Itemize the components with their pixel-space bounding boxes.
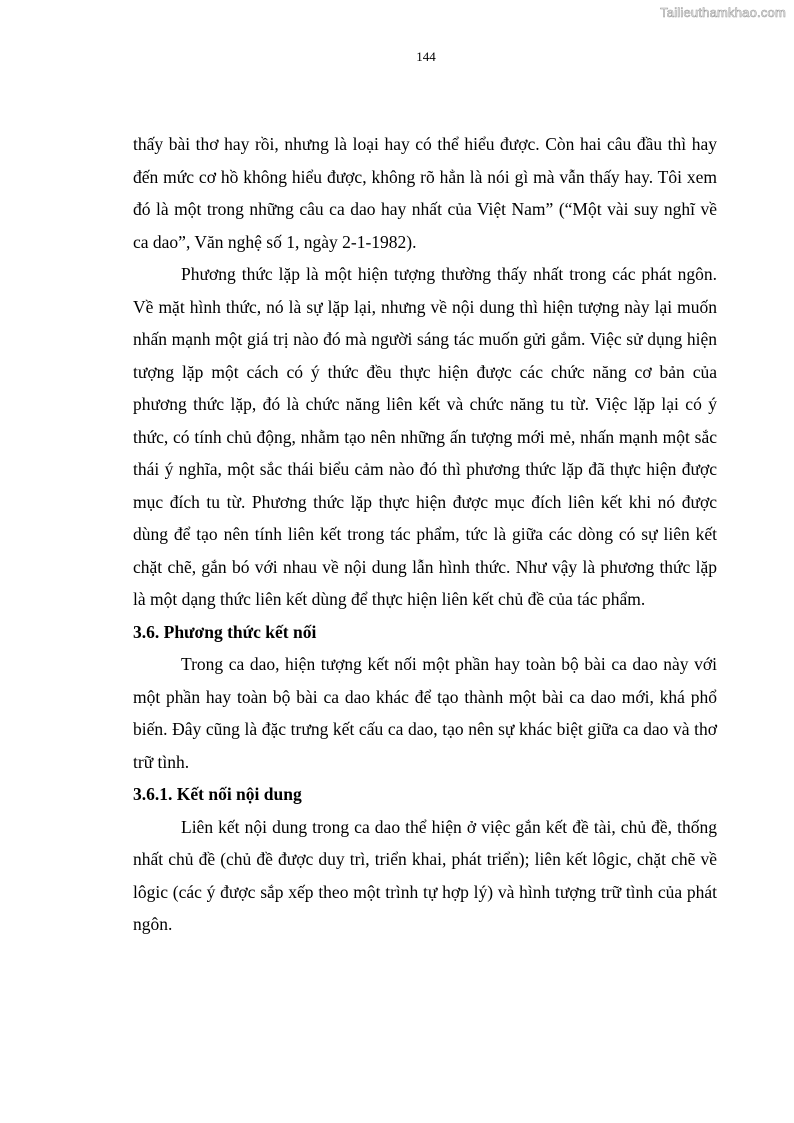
paragraph-repetition-method: Phương thức lặp là một hiện tượng thường thấy nhất trong các phát ngôn. Về mặt hình thức, nó là sự lặp lại, nhưng về nội dung thì hiện tượng này lại muốn nhấn mạnh một giá trị nào đó mà người sáng tác muốn gửi gắm. Việc sử dụng hiện tượng lặp một cách có ý thức đều thực hiện được các chức năng cơ bản của phương thức lặp, đó là chức năng liên kết và chức năng tu từ. Việc lặp lại có ý thức, có tính chủ động, nhằm tạo nên những ấn tượng mới mẻ, nhấn mạnh một sắc thái ý nghĩa, một sắc thái biểu cảm nào đó thì phương thức lặp đã thực hiện được mục đích tu từ. Phương thức lặp thực hiện được mục đích liên kết khi nó được dùng để tạo nên tính liên kết trong tác phẩm, tức là giữa các dòng có sự liên kết chặt chẽ, gắn bó với nhau về nội dung lẫn hình thức. Như vậy là phương thức lặp là một dạng thức liên kết dùng để thực hiện liên kết chủ đề của tác phẩm.: [133, 264, 717, 609]
paragraph-content-connection: Liên kết nội dung trong ca dao thể hiện ở việc gắn kết đề tài, chủ đề, thống nhất chủ đề (chủ đề được duy trì, triển khai, phát triển); liên kết lôgic, chặt chẽ về lôgic (các ý được sắp xếp theo một trình tự hợp lý) và hình tượng trữ tình của phát ngôn.: [133, 816, 717, 934]
section-heading-3-6: 3.6. Phương thức kết nối: [133, 621, 317, 642]
document-body: [133, 128, 717, 941]
subsection-heading-3-6-1: 3.6.1. Kết nối nội dung: [133, 784, 302, 804]
watermark: Tailieuthamkhao.com: [660, 5, 786, 20]
page-number: 144: [416, 49, 436, 64]
paragraph-continuation: thấy bài thơ hay rồi, nhưng là loại hay có thể hiểu được. Còn hai câu đầu thì hay đến mức cơ hồ không hiểu được, không rõ hẳn là nói gì mà vẫn thấy hay. Tôi xem đó là một trong những câu ca dao hay nhất của Việt Nam” (“Một vài suy nghĩ về ca dao”, Văn nghệ số 1, ngày 2-1-1982).: [133, 134, 717, 252]
paragraph-connection-method: Trong ca dao, hiện tượng kết nối một phần hay toàn bộ bài ca dao này với một phần hay toàn bộ bài ca dao khác để tạo thành một bài ca dao mới, khá phổ biến. Đây cũng là đặc trưng kết cấu ca dao, tạo nên sự khác biệt giữa ca dao và thơ trữ tình.: [133, 654, 717, 772]
